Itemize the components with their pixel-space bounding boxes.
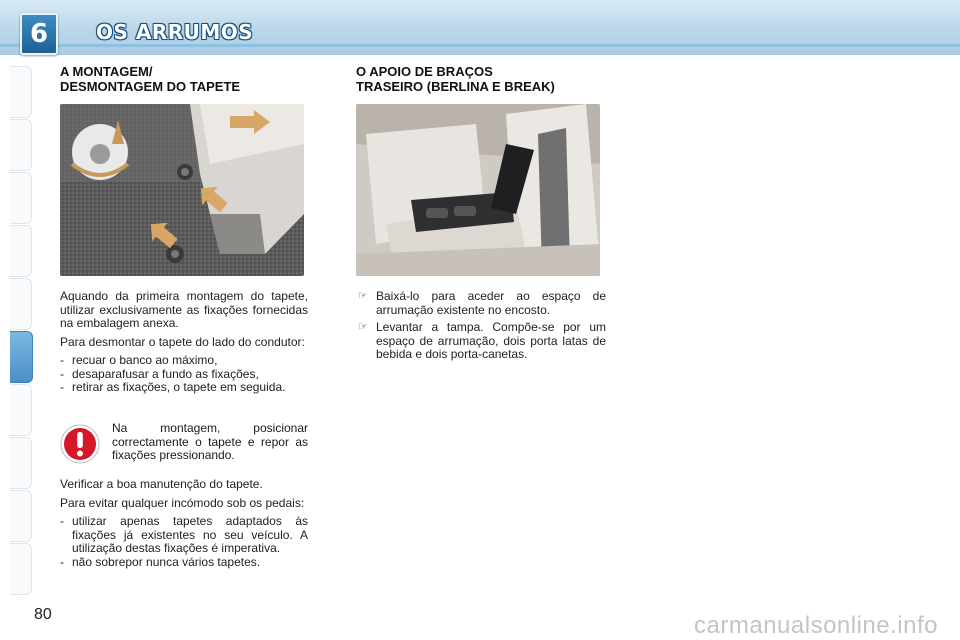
exclamation-warning-icon xyxy=(60,424,100,464)
warning-text: Na montagem, posicionar correctamente o tapete e repor as fixações pressionando. xyxy=(112,421,308,462)
paragraph-removal-intro: Para desmontar o tapete do lado do condutor: xyxy=(60,334,305,349)
list-item xyxy=(356,290,606,317)
floor-mat-instructions xyxy=(60,290,308,400)
armrest-heading-line2: TRASEIRO (BERLINA E BREAK) xyxy=(356,79,555,94)
armrest-instructions xyxy=(356,290,606,366)
floor-mat-heading-line2: DESMONTAGEM DO TAPETE xyxy=(60,79,241,94)
chapter-tab-2[interactable] xyxy=(10,119,32,171)
chapter-tab-10[interactable] xyxy=(10,543,32,595)
chapter-tab-1[interactable] xyxy=(10,66,32,118)
bullet-text: Levantar a tampa. Compõe-se por um espaço de arrumação, dois porta latas de bebida e dois porta-canetas. xyxy=(376,320,606,361)
floor-mat-heading-line1: A MONTAGEM/ xyxy=(60,64,153,79)
chapter-number-badge: 6 xyxy=(20,13,58,55)
pedal-rules-list xyxy=(60,515,308,569)
chapter-tab-8[interactable] xyxy=(10,437,32,489)
armrest-bullets xyxy=(356,290,606,362)
chapter-tabs xyxy=(10,66,32,596)
chapter-tab-9[interactable] xyxy=(10,490,32,542)
removal-steps-list xyxy=(60,354,308,395)
paragraph-maintenance: Verificar a boa manutenção do tapete. xyxy=(60,477,263,491)
watermark: carmanualsonline.info xyxy=(694,612,938,639)
list-item: - retirar as fixações, o tapete em seguida. xyxy=(60,381,308,395)
page-number: 80 xyxy=(34,606,52,623)
chapter-tab-7[interactable] xyxy=(10,384,32,436)
list-item: - desaparafusar a fundo as fixações, xyxy=(60,368,308,382)
chapter-tab-5[interactable] xyxy=(10,278,32,330)
pointing-hand-icon: ☞ xyxy=(358,290,368,302)
list-item: - recuar o banco ao máximo, xyxy=(60,354,308,368)
list-item xyxy=(356,321,606,362)
paragraph-first-fitting: Aquando da primeira montagem do tapete, utilizar exclusivamente as fixações fornecidas na embalagem anexa. xyxy=(60,289,308,330)
list-item: - utilizar apenas tapetes adaptados às fixações já existentes no seu veículo. A utilização destas fixações é imperativa. xyxy=(60,515,308,556)
paragraph-pedals: Para evitar qualquer incómodo sob os pedais: xyxy=(60,495,305,510)
chapter-title: OS ARRUMOS xyxy=(96,20,254,44)
armrest-illustration xyxy=(356,104,600,276)
floor-mat-maintenance xyxy=(60,478,308,574)
warning-box xyxy=(60,422,310,472)
floor-mat-heading xyxy=(60,64,240,94)
chapter-tab-3[interactable] xyxy=(10,172,32,224)
bullet-text: Baixá-lo para aceder ao espaço de arrumação existente no encosto. xyxy=(376,289,606,317)
header-stripe xyxy=(0,44,960,47)
chapter-tab-6-active[interactable] xyxy=(10,331,33,383)
chapter-tab-4[interactable] xyxy=(10,225,32,277)
list-item: - não sobrepor nunca vários tapetes. xyxy=(60,556,308,570)
pointing-hand-icon: ☞ xyxy=(358,321,368,333)
armrest-heading xyxy=(356,64,555,94)
floor-mat-illustration xyxy=(60,104,304,276)
page-header xyxy=(0,0,960,55)
armrest-heading-line1: O APOIO DE BRAÇOS xyxy=(356,64,493,79)
